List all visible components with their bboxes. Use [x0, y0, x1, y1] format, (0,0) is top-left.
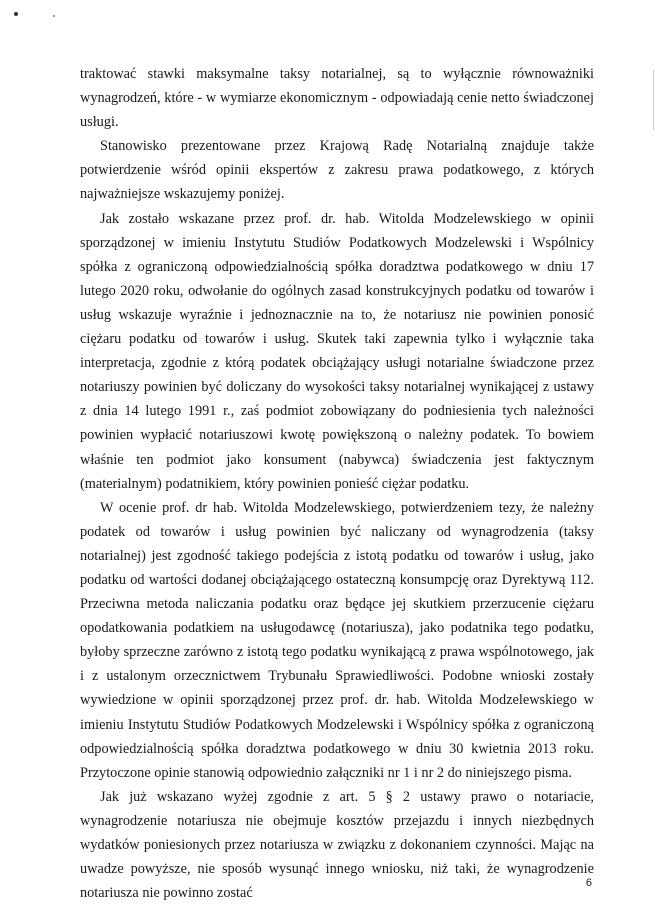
paragraph: Stanowisko prezentowane przez Krajową Radę Notarialną znajduje także potwierdzenie wśród opinii ekspertów z zakresu prawa podatkowego, z których najważniejsze wskazujemy poniżej.	[80, 138, 594, 203]
scan-mark	[53, 15, 55, 17]
page-number: 6	[585, 877, 592, 889]
scan-mark	[14, 12, 18, 16]
paragraph: Jak już wskazano wyżej zgodnie z art. 5 § 2 ustawy prawo o notariacie, wynagrodzenie notariusza nie obejmuje kosztów przejazdu i innych niezbędnych wydatków poniesionych przez notariusza w związku z dokonaniem czynności. Mając na uwadze powyższe, nie sposób wysunąć innego wniosku, niż taki, że wynagrodzenie notariusza nie powinno zostać	[80, 788, 594, 902]
paragraph: Jak zostało wskazane przez prof. dr. hab. Witolda Modzelewskiego w opinii sporządzonej w imieniu Instytutu Studiów Podatkowych Modzelewski i Wspólnicy spółka z ograniczoną odpowiedzialnością spółka doradztwa podatkowego w dniu 17 lutego 2020 roku, odwołanie do ogólnych zasad konstrukcyjnych podatku od towarów i usług wskazuje wyraźnie i jednoznacznie na to, że notariusz nie powinien ponosić ciężaru podatku od towarów i usług. Skutek taki zapewnia tylko i wyłącznie taka interpretacja, zgodnie z którą podatek obciążający usługi notarialne świadczone przez notariuszy powinien być doliczany do wysokości taksy notarialnej wynikającej z ustawy z dnia 14 lutego 1991 r., zaś podmiot zobowiązany do podniesienia tych należności powinien wypłacić notariuszowi kwotę powiększoną o należny podatek. To bowiem właśnie ten podmiot jako konsument (nabywca) świadczenia jest faktycznym (materialnym) podatnikiem, który powinien ponieść ciężar podatku.	[80, 210, 594, 492]
paragraph: W ocenie prof. dr hab. Witolda Modzelewskiego, potwierdzeniem tezy, że należny podatek od towarów i usług powinien być naliczany od wynagrodzenia (taksy notarialnej) jest zgodność takiego podejścia z istotą podatku od towarów i usług, jako podatku od wartości dodanej obciążającego ostateczną konsumpcję oraz Dyrektywą 112. Przeciwna metoda naliczania podatku oraz będące jej skutkiem przerzucenie ciężaru opodatkowania podatkiem na usługodawcę (notariusza), jako podatnika tego podatku, byłoby sprzeczne zarówno z istotą tego podatku wynikającą z prawa wspólnotowego, jak i z ustalonym orzecznictwem Trybunału Sprawiedliwości. Podobne wnioski zostały wywiedzione w opinii sporządzonej przez prof. dr. hab. Witolda Modzelewskiego w imieniu Instytutu Studiów Podatkowych Modzelewski i Wspólnicy spółka z ograniczoną odpowiedzialnością spółka doradztwa podatkowego w dniu 30 kwietnia 2013 roku. Przytoczone opinie stanowią odpowiednio załączniki nr 1 i nr 2 do niniejszego pisma.	[80, 499, 594, 781]
body-text	[80, 62, 594, 905]
paragraph: traktować stawki maksymalne taksy notarialnej, są to wyłącznie równoważniki wynagrodzeń, które - w wymiarze ekonomicznym - odpowiadają cenie netto świadczonej usługi.	[80, 66, 594, 131]
scan-edge-mark	[653, 70, 654, 130]
